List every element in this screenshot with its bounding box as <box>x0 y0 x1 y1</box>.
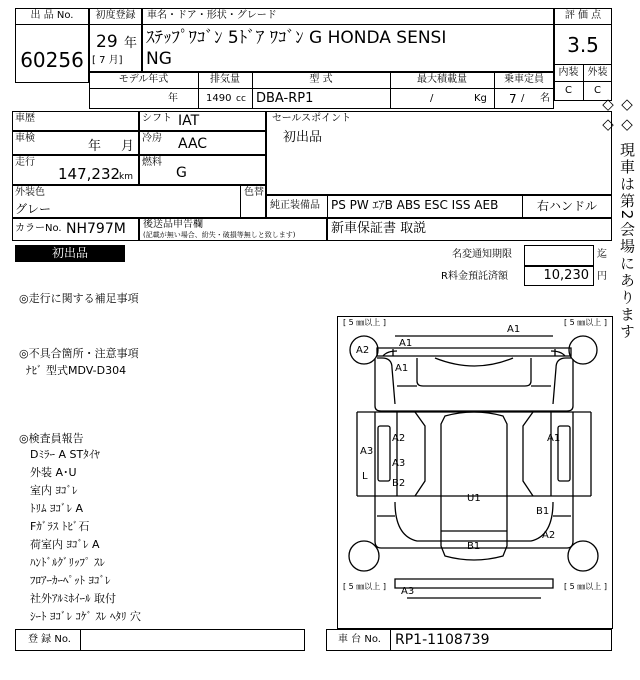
sales-point-label: セールスポイント <box>272 113 352 124</box>
fuel-label: 燃料 <box>142 157 162 168</box>
aftermarket-note: (記載が無い場合、紛失・破損等無しと致します) <box>143 231 296 239</box>
interior-label: 内装 <box>558 67 579 78</box>
exterior-grade: C <box>594 85 601 96</box>
history-label: 車歴 <box>15 113 35 124</box>
first-reg-divider <box>89 24 142 25</box>
exterior-label: 外装 <box>587 67 608 78</box>
std-equip: PS PW ｴｱB ABS ESC ISS AEB <box>331 198 499 212</box>
fuel: G <box>176 165 187 181</box>
inspector-line: 荷室内 ﾖｺﾞﾚ A <box>30 538 100 551</box>
chassis-label: 車 台 No. <box>338 634 381 645</box>
lot-no-label: 出 品 No. <box>30 10 74 21</box>
tire-depth-rl: [ 5 ㎜以上 ] <box>343 582 386 591</box>
mark-roof: U1 <box>467 493 481 504</box>
std-equip-label: 純正装備品 <box>270 200 320 211</box>
shift: IAT <box>178 113 200 129</box>
std-v2 <box>522 195 523 218</box>
name-change-box <box>524 245 594 266</box>
mark-right-door: A1 <box>547 433 561 444</box>
driving-notes-label: ◎走行に関する補足事項 <box>19 292 139 305</box>
capacity-label: 乗車定員 <box>504 74 544 85</box>
capacity-sep: / <box>521 93 525 104</box>
spec-row-divider <box>89 88 554 89</box>
color-label: 外装色 <box>15 187 45 198</box>
color: グレー <box>15 202 52 216</box>
inspector-line: ﾊﾝﾄﾞﾙｸﾞﾘｯﾌﾟ ｽﾚ <box>30 556 105 569</box>
inspector-line: 室内 ﾖｺﾞﾚ <box>30 484 78 497</box>
recycle-label: R料金預託済額 <box>441 271 508 282</box>
mark-left-quarter: B2 <box>392 478 406 489</box>
defects-label: ◎不具合箇所・注意事項 <box>19 347 139 360</box>
type-value: DBA-RP1 <box>256 91 314 106</box>
max-load: / <box>430 93 434 104</box>
model-year-unit: 年 <box>168 93 178 104</box>
mileage-unit: km <box>119 172 133 182</box>
first-reg-year: 29 <box>96 32 118 52</box>
chassis-no: RP1-1108739 <box>395 632 490 648</box>
name-change-label: 名変通知期限 <box>452 249 512 260</box>
reg-no-vdiv <box>80 629 81 651</box>
inspector-line: ﾄﾘﾑ ﾖｺﾞﾚ A <box>30 502 84 515</box>
inspector-line: 社外ｱﾙﾐﾎｲｰﾙ 取付 <box>30 592 116 605</box>
car-diagram <box>337 316 613 629</box>
car-name-divider <box>142 24 554 25</box>
steering: 右ハンドル <box>537 199 598 213</box>
mileage: 147,232 <box>58 165 121 183</box>
mark-rear-bumper: A3 <box>401 586 415 597</box>
aftermarket-label: 後送品申告欄 <box>143 219 203 230</box>
color-vdiv <box>240 185 241 218</box>
inspection-label: 車検 <box>15 133 35 144</box>
capacity: 7 <box>509 92 517 106</box>
mark-right-quarter: B1 <box>536 506 550 517</box>
mark-bumper-left: A1 <box>399 338 413 349</box>
car-name-line1: ｽﾃｯﾌﾟﾜｺﾞﾝ 5ﾄﾞｱ ﾜｺﾞﾝ G HONDA SENSI <box>146 28 447 48</box>
side-notice: ◇◇ 現車は第2会場にあります ◇◇ <box>599 95 636 341</box>
capacity-unit: 名 <box>540 93 550 104</box>
lot-divider <box>15 24 89 25</box>
tire-depth-fr: [ 5 ㎜以上 ] <box>564 318 607 327</box>
mark-rear-panel: B1 <box>467 541 481 552</box>
inspection-month: 月 <box>121 139 135 154</box>
sales-point: 初出品 <box>283 130 323 145</box>
warranty: 新車保証書 取説 <box>331 221 427 236</box>
tire-depth-fl: [ 5 ㎜以上 ] <box>343 318 386 327</box>
lot-no: 60256 <box>20 48 84 72</box>
mark-left-rear: L <box>362 471 368 482</box>
inspector-line: Dﾐﾗｰ A STﾀｲﾔ <box>30 448 100 461</box>
defects-text: ﾅﾋﾞ 型式MDV-D304 <box>26 364 127 377</box>
tire-depth-rr: [ 5 ㎜以上 ] <box>564 582 607 591</box>
inspector-line: ﾌﾛｱｰｶｰﾍﾟｯﾄ ﾖｺﾞﾚ <box>30 574 111 587</box>
inspection-year: 年 <box>88 139 102 154</box>
first-reg-month: [ 7 月] <box>92 55 123 66</box>
car-name-line2: NG <box>146 49 172 69</box>
ac-label: 冷房 <box>142 133 162 144</box>
name-change-unit: 迄 <box>597 249 607 260</box>
reg-no-label: 登 録 No. <box>28 634 71 645</box>
mark-fl-wheel: A2 <box>356 345 370 356</box>
shift-label: シフト <box>142 113 172 124</box>
mark-left-door: A2 <box>392 433 406 444</box>
std-v1 <box>327 195 328 218</box>
color-no: NH797M <box>66 221 126 237</box>
mark-left-front: A3 <box>360 446 374 457</box>
type-label: 型 式 <box>309 74 333 85</box>
inspector-line: 外装 A･U <box>30 466 77 479</box>
inspector-line: Fｶﾞﾗｽ ﾄﾋﾞ石 <box>30 520 90 533</box>
mileage-label: 走行 <box>15 157 35 168</box>
displacement: 1490 <box>206 93 232 104</box>
max-load-label: 最大積載量 <box>417 74 467 85</box>
displacement-unit: cc <box>236 94 246 104</box>
chassis-vdiv <box>390 629 391 651</box>
mark-right-rear: A2 <box>542 530 556 541</box>
grade-value: 3.5 <box>567 33 599 57</box>
mark-front-bumper: A1 <box>507 324 521 335</box>
mark-hood-left: A1 <box>395 363 409 374</box>
first-reg-label: 初度登録 <box>95 10 136 21</box>
interior-grade: C <box>565 85 572 96</box>
ac: AAC <box>178 136 208 152</box>
color-no-label: カラーNo. <box>15 223 62 234</box>
grade-label: 評 価 点 <box>564 10 602 21</box>
first-reg-year-unit: 年 <box>124 36 138 51</box>
max-load-unit: Kg <box>474 93 487 104</box>
first-listing-text: 初出品 <box>51 246 88 260</box>
inspector-line: ｼｰﾄ ﾖｺﾞﾚ ｺｹﾞ ｽﾚ ﾍﾀﾘ 穴 <box>30 610 141 623</box>
recycle-unit: 円 <box>597 271 607 282</box>
inspector-label: ◎検査員報告 <box>19 432 84 445</box>
displacement-label: 排気量 <box>210 74 240 85</box>
recycle-value: 10,230 <box>543 268 589 283</box>
recolor-label: 色替 <box>244 187 264 198</box>
mark-left-center: A3 <box>392 458 406 469</box>
model-year-label: モデル年式 <box>118 74 169 85</box>
grade-div1 <box>554 24 612 25</box>
car-name-label: 車名・ドア・形状・グレード <box>147 10 277 21</box>
